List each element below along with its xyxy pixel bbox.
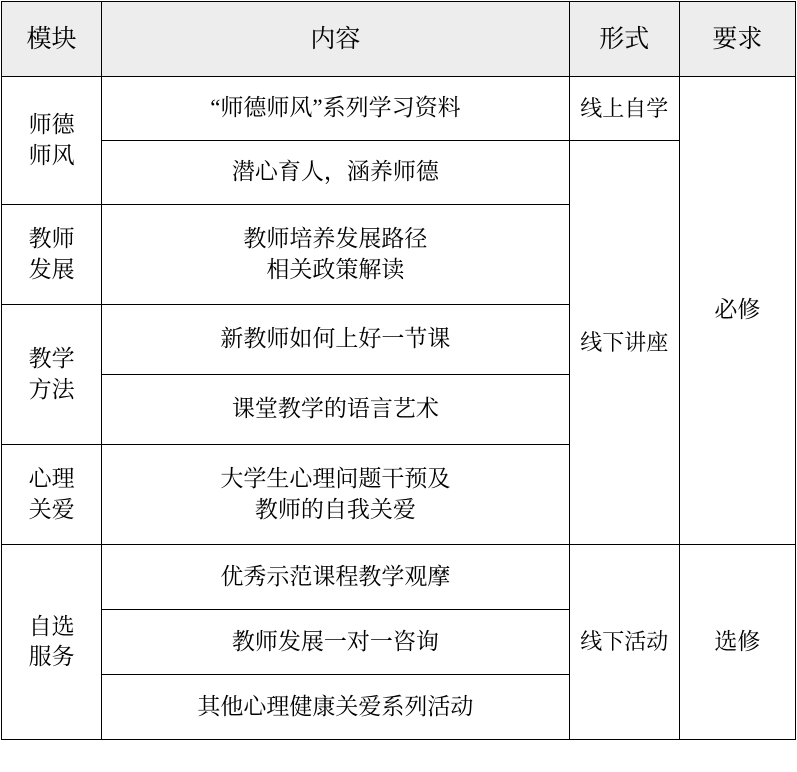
cell-module-shidezhifeng: 师德 师风 (2, 77, 102, 205)
column-header-form: 形式 (569, 2, 679, 77)
cell-content-8: 教师发展一对一咨询 (102, 610, 570, 675)
cell-content-3: 教师培养发展路径 相关政策解读 (102, 205, 570, 305)
cell-requirement-required: 必修 (679, 77, 795, 545)
table-header-row (2, 2, 796, 77)
cell-form-offline-activity: 线下活动 (569, 545, 679, 740)
column-header-content: 内容 (102, 2, 570, 77)
cell-form-offline-lecture: 线下讲座 (569, 141, 679, 545)
cell-content-7: 优秀示范课程教学观摩 (102, 545, 570, 610)
document-page (0, 1, 797, 772)
training-program-table (1, 1, 796, 740)
cell-content-2: 潜心育人，涵养师德 (102, 141, 570, 205)
cell-form-online-study: 线上自学 (569, 77, 679, 141)
cell-content-5: 课堂教学的语言艺术 (102, 375, 570, 445)
cell-requirement-elective: 选修 (679, 545, 795, 740)
table-body (2, 77, 796, 740)
cell-content-6: 大学生心理问题干预及 教师的自我关爱 (102, 445, 570, 545)
cell-content-4: 新教师如何上好一节课 (102, 305, 570, 375)
table-row (2, 141, 796, 205)
table-header (2, 2, 796, 77)
cell-module-xinliguanai: 心理 关爱 (2, 445, 102, 545)
cell-module-zixuanfuwu: 自选 服务 (2, 545, 102, 740)
table-row (2, 545, 796, 610)
column-header-module: 模块 (2, 2, 102, 77)
table-row (2, 77, 796, 141)
cell-content-1: “师德师风”系列学习资料 (102, 77, 570, 141)
column-header-requirement: 要求 (679, 2, 795, 77)
cell-module-jiaoshifazhan: 教师 发展 (2, 205, 102, 305)
cell-module-jiaoxuefangfa: 教学 方法 (2, 305, 102, 445)
cell-content-9: 其他心理健康关爱系列活动 (102, 675, 570, 740)
